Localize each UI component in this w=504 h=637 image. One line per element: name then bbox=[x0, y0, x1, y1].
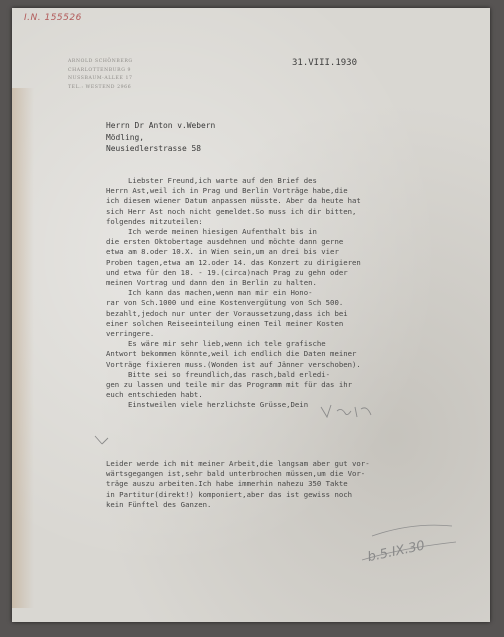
body-line: rar von Sch.1000 und eine Kostenvergütung von Sch 500. bbox=[106, 298, 344, 308]
body-line: Herrn Ast,weil ich in Prag und Berlin Vorträge habe,die bbox=[106, 186, 348, 196]
letterhead bbox=[68, 58, 168, 92]
recipient-town: Mödling, bbox=[106, 132, 145, 142]
letterhead-phone: TEL.: WESTEND 2966 bbox=[68, 84, 132, 90]
body-line: Ich werde meinen hiesigen Aufenthalt bis in bbox=[106, 227, 317, 237]
body-line: Bitte sei so freundlich,das rasch,bald erledi- bbox=[106, 369, 331, 379]
postscript-line: Leider werde ich mit meiner Arbeit,die langsam aber gut vor- bbox=[106, 459, 370, 468]
pencil-check-icon bbox=[92, 432, 112, 452]
signature-icon bbox=[317, 401, 377, 421]
letter-page bbox=[12, 8, 490, 622]
body-line: verringere. bbox=[106, 329, 155, 339]
body-line: Proben tagen,etwa am 12.oder 14. das Konzert zu dirigieren bbox=[106, 257, 361, 267]
body-line: einer solchen Reiseeinteilung einen Teil meiner Kosten bbox=[106, 318, 344, 328]
body-line: Es wäre mir sehr lieb,wenn ich tele grafische bbox=[106, 339, 326, 349]
body-line: etwa am 8.oder 10.X. in Wien sein,um an drei bis vier bbox=[106, 247, 339, 257]
letter-postscript bbox=[106, 459, 481, 510]
letter-body bbox=[106, 176, 481, 411]
body-line: ich diesem wiener Datum anpassen müsste. Aber da heute hat bbox=[106, 196, 361, 206]
body-line: und etwa für den 18. - 19.(circa)nach Prag zu gehn oder bbox=[106, 267, 348, 277]
archive-number: I.N. 155526 bbox=[24, 13, 82, 23]
letterhead-street: NUSSBAUM-ALLEE 17 bbox=[68, 76, 133, 81]
postscript-line: in Partitur(direkt!) komponiert,aber das ist gewiss noch bbox=[106, 489, 353, 499]
postscript-line: wärtsgegangen ist,sehr bald unterbrochen müssen,um die Vor- bbox=[106, 469, 366, 479]
body-line: Vorträge fixieren muss.(Wonden ist auf Jänner verschoben). bbox=[106, 359, 361, 369]
body-line: meinen Vortrag und dann den in Berlin zu halten. bbox=[106, 278, 317, 288]
recipient-name: Herrn Dr Anton v.Webern bbox=[106, 121, 216, 130]
recipient-street: Neusiedlerstrasse 58 bbox=[106, 144, 202, 153]
letterhead-city: CHARLOTTENBURG 9 bbox=[68, 67, 132, 73]
body-line: euch entschieden habt. bbox=[106, 390, 203, 400]
body-line: Liebster Freund,ich warte auf den Brief des bbox=[106, 176, 317, 185]
body-line: gen zu lassen und teile mir das Programm mit für das ihr bbox=[106, 380, 353, 390]
pencil-note-text: b.5.IX.30 bbox=[366, 538, 427, 566]
postscript-line: träge auszu arbeiten.Ich habe immerhin nahezu 350 Takte bbox=[106, 479, 348, 489]
recipient-address bbox=[106, 120, 215, 155]
body-line: folgendes mitzuteilen: bbox=[106, 216, 203, 226]
pencil-annotation bbox=[352, 516, 462, 566]
postscript-line: kein Fünftel des Ganzen. bbox=[106, 499, 212, 509]
body-line: sich Herr Ast noch nicht gemeldet.So muss ich dir bitten, bbox=[106, 206, 357, 216]
body-line: Ich kann das machen,wenn man mir ein Hono- bbox=[106, 288, 313, 298]
letter-date: 31.VIII.1930 bbox=[292, 58, 358, 68]
body-line: die ersten Oktobertage ausdehnen und möchte dann gerne bbox=[106, 237, 344, 247]
letterhead-name: ARNOLD SCHÖNBERG bbox=[68, 59, 133, 64]
body-line: Einstweilen viele herzlichste Grüsse,Dein bbox=[106, 400, 309, 410]
body-line: bezahlt,jedoch nur unter der Voraussetzung,dass ich bei bbox=[106, 308, 348, 318]
body-line: Antwort bekommen könnte,weil ich endlich die Daten meiner bbox=[106, 349, 357, 359]
paper-stain bbox=[12, 88, 34, 608]
